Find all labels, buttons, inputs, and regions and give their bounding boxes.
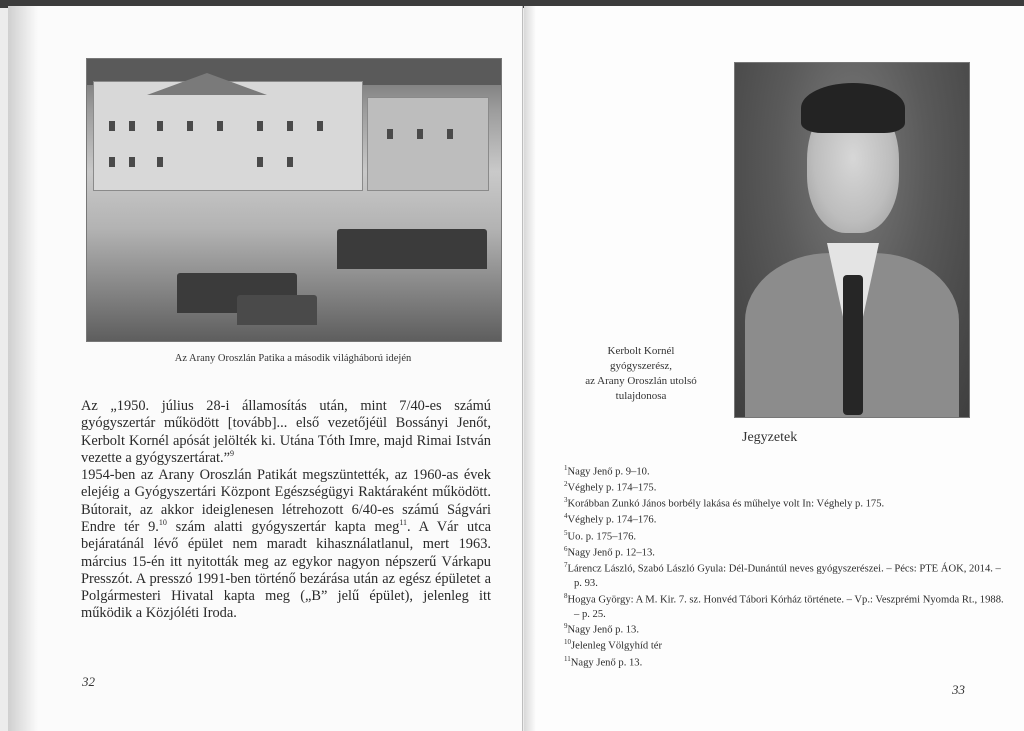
note-item: $^{11}$Nagy Jenő p. 13. bbox=[564, 654, 643, 669]
note-item: $^7$Lárencz László, Szabó László Gyula: Dél-Dunántúl neves gyógyszerészei. – Pécs: PTE ÁOK, 2014. – p. 93. bbox=[564, 560, 1001, 589]
paragraph-1-text: Az „1950. július 28-i államosítás után, mint 7/40-es számú gyógyszertár működött [tovább]... első vezetőjéül Bossányi Jenőt, Kerbolt Kornél apósát jelölték ki. Utána Tóth Imre, majd Rimai István vezette a gyógyszertárat.” bbox=[81, 398, 491, 466]
notes-list bbox=[564, 464, 1004, 671]
portrait-caption-line: gyógyszerész, bbox=[609, 359, 672, 372]
body-text bbox=[81, 398, 491, 623]
page-number-left: 32 bbox=[82, 674, 95, 689]
note-item: $^4$Véghely p. 174–176. bbox=[564, 512, 657, 526]
notes-title: Jegyzetek bbox=[742, 430, 798, 445]
paragraph-2-text-a: 1954-ben az Arany Oroszlán Patikát megszüntették, az 1960-as évek elejéig a Gyógyszertári Központ Egészségügyi Raktáraként működött. Bútorait, az akkor ideiglenesen létrehozott 6/40-es számú Ságvári Endre tér 9. bbox=[81, 467, 491, 535]
note-item: $^6$Nagy Jenő p. 12–13. bbox=[564, 544, 655, 559]
street-photo bbox=[86, 58, 502, 342]
paragraph-2-text-b: szám alatti gyógyszertár kapta meg bbox=[166, 518, 400, 535]
note-item: $^3$Korábban Zunkó János borbély lakása és műhelye volt In: Véghely p. 175. bbox=[564, 496, 885, 510]
note-item: $^8$Hogya György: A M. Kir. 7. sz. Honvéd Tábori Kórház története. – Vp.: Veszprémi Nyomda Rt., 1988. – p. 25. bbox=[564, 591, 1004, 620]
note-item: $^{10}$Jelenleg Völgyhíd tér bbox=[564, 638, 663, 653]
portrait-caption-line: Kerbolt Kornél bbox=[607, 345, 675, 357]
portrait-caption bbox=[564, 344, 718, 403]
footnote-ref: 9 bbox=[230, 449, 235, 459]
paragraph-1 bbox=[81, 398, 491, 467]
page-number-right: 33 bbox=[952, 682, 965, 697]
footnote-ref: 11 bbox=[399, 518, 408, 528]
paragraph-2-text-c: . A Vár utca bejáratánál lévő épület nem maradt kihasználatlanul, mert 1963. március 15-én itt nyitották meg az egykor nagyon népszerű Várkapu Presszót. A presszó 1991-ben történő bezárása után az egész épületet a Polgármesteri Hivatal kapta meg („B” jelű épület), jelenleg itt működik a Közjóléti Iroda. bbox=[81, 518, 491, 622]
portrait-caption-line: az Arany Oroszlán utolsó bbox=[585, 374, 697, 387]
note-item: $^5$Uo. p. 175–176. bbox=[564, 528, 637, 543]
paragraph-2 bbox=[81, 467, 491, 623]
left-page bbox=[8, 6, 523, 731]
note-item: $^1$Nagy Jenő p. 9–10. bbox=[564, 464, 650, 478]
footnote-ref: 10 bbox=[158, 518, 167, 528]
note-item: $^2$Véghely p. 174–175. bbox=[564, 480, 657, 494]
right-page bbox=[524, 6, 1024, 731]
street-photo-caption: Az Arany Oroszlán Patika a második világháború idején bbox=[174, 353, 412, 364]
note-item: $^9$Nagy Jenő p. 13. bbox=[564, 622, 639, 636]
portrait-photo bbox=[734, 62, 970, 418]
portrait-caption-line: tulajdonosa bbox=[615, 389, 667, 402]
